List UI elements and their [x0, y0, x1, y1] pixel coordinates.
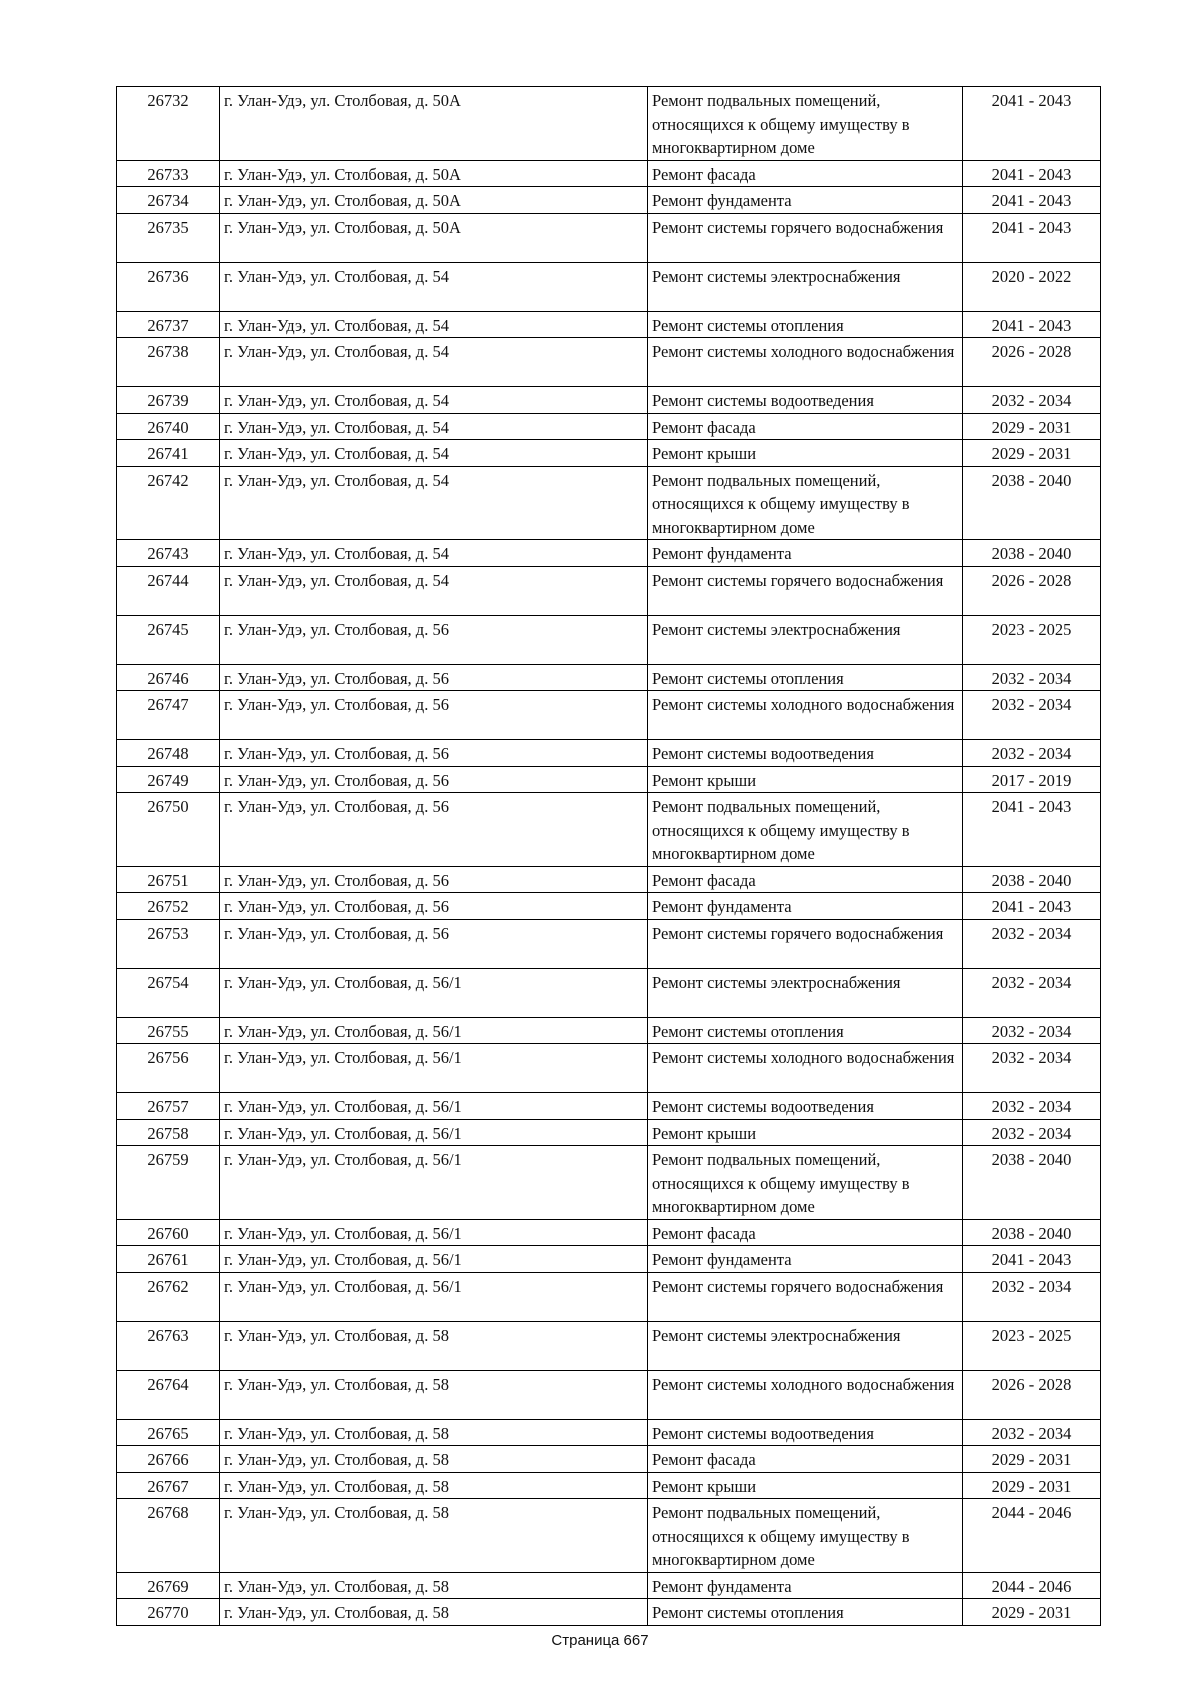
address-cell: г. Улан-Удэ, ул. Столбовая, д. 56/1 [220, 1044, 648, 1093]
work-type-cell: Ремонт системы электроснабжения [648, 615, 963, 664]
table-row [117, 1321, 1101, 1370]
table-row [117, 1146, 1101, 1220]
work-type-cell: Ремонт подвальных помещений, относящихся к общему имуществу в многоквартирном доме [648, 87, 963, 161]
row-id-cell: 26748 [117, 740, 220, 767]
period-cell: 2041 - 2043 [963, 1246, 1101, 1273]
work-type-cell: Ремонт системы водоотведения [648, 1419, 963, 1446]
address-cell: г. Улан-Удэ, ул. Столбовая, д. 58 [220, 1499, 648, 1573]
row-id-cell: 26755 [117, 1017, 220, 1044]
period-cell: 2032 - 2034 [963, 1419, 1101, 1446]
address-cell: г. Улан-Удэ, ул. Столбовая, д. 50А [220, 213, 648, 262]
row-id-cell: 26740 [117, 413, 220, 440]
work-type-cell: Ремонт системы горячего водоснабжения [648, 919, 963, 968]
work-type-cell: Ремонт подвальных помещений, относящихся к общему имуществу в многоквартирном доме [648, 1499, 963, 1573]
work-type-cell: Ремонт системы электроснабжения [648, 968, 963, 1017]
table-row [117, 1119, 1101, 1146]
address-cell: г. Улан-Удэ, ул. Столбовая, д. 58 [220, 1370, 648, 1419]
address-cell: г. Улан-Удэ, ул. Столбовая, д. 56 [220, 766, 648, 793]
address-cell: г. Улан-Удэ, ул. Столбовая, д. 56/1 [220, 968, 648, 1017]
work-type-cell: Ремонт крыши [648, 1472, 963, 1499]
row-id-cell: 26753 [117, 919, 220, 968]
work-type-cell: Ремонт фасада [648, 413, 963, 440]
row-id-cell: 26735 [117, 213, 220, 262]
work-type-cell: Ремонт фундамента [648, 540, 963, 567]
address-cell: г. Улан-Удэ, ул. Столбовая, д. 54 [220, 338, 648, 387]
work-type-cell: Ремонт системы горячего водоснабжения [648, 213, 963, 262]
period-cell: 2032 - 2034 [963, 1044, 1101, 1093]
address-cell: г. Улан-Удэ, ул. Столбовая, д. 50А [220, 187, 648, 214]
period-cell: 2044 - 2046 [963, 1499, 1101, 1573]
table-row [117, 615, 1101, 664]
row-id-cell: 26766 [117, 1446, 220, 1473]
period-cell: 2038 - 2040 [963, 466, 1101, 540]
table-row [117, 87, 1101, 161]
work-type-cell: Ремонт системы холодного водоснабжения [648, 338, 963, 387]
row-id-cell: 26737 [117, 311, 220, 338]
table-row [117, 160, 1101, 187]
work-type-cell: Ремонт фундамента [648, 1572, 963, 1599]
table-row [117, 793, 1101, 867]
address-cell: г. Улан-Удэ, ул. Столбовая, д. 56 [220, 866, 648, 893]
row-id-cell: 26754 [117, 968, 220, 1017]
work-type-cell: Ремонт системы холодного водоснабжения [648, 1370, 963, 1419]
address-cell: г. Улан-Удэ, ул. Столбовая, д. 58 [220, 1419, 648, 1446]
row-id-cell: 26756 [117, 1044, 220, 1093]
address-cell: г. Улан-Удэ, ул. Столбовая, д. 54 [220, 440, 648, 467]
row-id-cell: 26747 [117, 691, 220, 740]
table-row [117, 1370, 1101, 1419]
address-cell: г. Улан-Удэ, ул. Столбовая, д. 56 [220, 893, 648, 920]
table-row [117, 1017, 1101, 1044]
work-type-cell: Ремонт системы электроснабжения [648, 1321, 963, 1370]
table-row [117, 1419, 1101, 1446]
period-cell: 2026 - 2028 [963, 1370, 1101, 1419]
period-cell: 2026 - 2028 [963, 566, 1101, 615]
work-type-cell: Ремонт системы отопления [648, 1017, 963, 1044]
address-cell: г. Улан-Удэ, ул. Столбовая, д. 54 [220, 540, 648, 567]
period-cell: 2029 - 2031 [963, 1599, 1101, 1626]
table-body [117, 87, 1101, 1626]
work-type-cell: Ремонт системы водоотведения [648, 387, 963, 414]
address-cell: г. Улан-Удэ, ул. Столбовая, д. 54 [220, 466, 648, 540]
table-row [117, 413, 1101, 440]
row-id-cell: 26769 [117, 1572, 220, 1599]
period-cell: 2029 - 2031 [963, 413, 1101, 440]
row-id-cell: 26761 [117, 1246, 220, 1273]
row-id-cell: 26770 [117, 1599, 220, 1626]
table-row [117, 866, 1101, 893]
work-type-cell: Ремонт системы отопления [648, 1599, 963, 1626]
period-cell: 2032 - 2034 [963, 664, 1101, 691]
period-cell: 2044 - 2046 [963, 1572, 1101, 1599]
table-row [117, 766, 1101, 793]
work-type-cell: Ремонт системы электроснабжения [648, 262, 963, 311]
period-cell: 2023 - 2025 [963, 615, 1101, 664]
table-row [117, 1093, 1101, 1120]
table-row [117, 566, 1101, 615]
row-id-cell: 26765 [117, 1419, 220, 1446]
page-number: Страница 667 [551, 1632, 649, 1649]
work-type-cell: Ремонт крыши [648, 1119, 963, 1146]
period-cell: 2032 - 2034 [963, 691, 1101, 740]
address-cell: г. Улан-Удэ, ул. Столбовая, д. 54 [220, 566, 648, 615]
period-cell: 2041 - 2043 [963, 160, 1101, 187]
work-type-cell: Ремонт фундамента [648, 893, 963, 920]
row-id-cell: 26739 [117, 387, 220, 414]
period-cell: 2041 - 2043 [963, 187, 1101, 214]
period-cell: 2032 - 2034 [963, 1119, 1101, 1146]
address-cell: г. Улан-Удэ, ул. Столбовая, д. 56/1 [220, 1246, 648, 1273]
row-id-cell: 26733 [117, 160, 220, 187]
period-cell: 2038 - 2040 [963, 866, 1101, 893]
period-cell: 2041 - 2043 [963, 87, 1101, 161]
row-id-cell: 26738 [117, 338, 220, 387]
table-row [117, 1044, 1101, 1093]
period-cell: 2029 - 2031 [963, 1446, 1101, 1473]
table-row [117, 1446, 1101, 1473]
table-row [117, 893, 1101, 920]
row-id-cell: 26767 [117, 1472, 220, 1499]
period-cell: 2041 - 2043 [963, 213, 1101, 262]
work-type-cell: Ремонт подвальных помещений, относящихся к общему имуществу в многоквартирном доме [648, 1146, 963, 1220]
address-cell: г. Улан-Удэ, ул. Столбовая, д. 56 [220, 793, 648, 867]
work-type-cell: Ремонт фасада [648, 1446, 963, 1473]
work-type-cell: Ремонт системы отопления [648, 664, 963, 691]
address-cell: г. Улан-Удэ, ул. Столбовая, д. 58 [220, 1572, 648, 1599]
table-row [117, 262, 1101, 311]
period-cell: 2017 - 2019 [963, 766, 1101, 793]
row-id-cell: 26760 [117, 1219, 220, 1246]
table-row [117, 1599, 1101, 1626]
period-cell: 2023 - 2025 [963, 1321, 1101, 1370]
address-cell: г. Улан-Удэ, ул. Столбовая, д. 54 [220, 413, 648, 440]
row-id-cell: 26757 [117, 1093, 220, 1120]
address-cell: г. Улан-Удэ, ул. Столбовая, д. 56/1 [220, 1219, 648, 1246]
table-row [117, 1499, 1101, 1573]
table-row [117, 664, 1101, 691]
table-row [117, 691, 1101, 740]
work-type-cell: Ремонт фасада [648, 1219, 963, 1246]
table-row [117, 968, 1101, 1017]
row-id-cell: 26745 [117, 615, 220, 664]
table-row [117, 540, 1101, 567]
row-id-cell: 26764 [117, 1370, 220, 1419]
row-id-cell: 26762 [117, 1272, 220, 1321]
row-id-cell: 26743 [117, 540, 220, 567]
table-row [117, 338, 1101, 387]
period-cell: 2038 - 2040 [963, 1146, 1101, 1220]
address-cell: г. Улан-Удэ, ул. Столбовая, д. 56/1 [220, 1272, 648, 1321]
work-type-cell: Ремонт фасада [648, 160, 963, 187]
table-row [117, 1572, 1101, 1599]
period-cell: 2032 - 2034 [963, 968, 1101, 1017]
work-type-cell: Ремонт системы водоотведения [648, 1093, 963, 1120]
period-cell: 2041 - 2043 [963, 893, 1101, 920]
address-cell: г. Улан-Удэ, ул. Столбовая, д. 56 [220, 664, 648, 691]
work-type-cell: Ремонт фундамента [648, 1246, 963, 1273]
work-type-cell: Ремонт фундамента [648, 187, 963, 214]
period-cell: 2029 - 2031 [963, 440, 1101, 467]
table-row [117, 311, 1101, 338]
row-id-cell: 26742 [117, 466, 220, 540]
row-id-cell: 26746 [117, 664, 220, 691]
period-cell: 2038 - 2040 [963, 1219, 1101, 1246]
work-type-cell: Ремонт подвальных помещений, относящихся к общему имуществу в многоквартирном доме [648, 466, 963, 540]
period-cell: 2032 - 2034 [963, 740, 1101, 767]
address-cell: г. Улан-Удэ, ул. Столбовая, д. 58 [220, 1321, 648, 1370]
address-cell: г. Улан-Удэ, ул. Столбовая, д. 50А [220, 160, 648, 187]
period-cell: 2029 - 2031 [963, 1472, 1101, 1499]
period-cell: 2038 - 2040 [963, 540, 1101, 567]
period-cell: 2026 - 2028 [963, 338, 1101, 387]
work-type-cell: Ремонт крыши [648, 766, 963, 793]
table-row [117, 387, 1101, 414]
address-cell: г. Улан-Удэ, ул. Столбовая, д. 54 [220, 311, 648, 338]
address-cell: г. Улан-Удэ, ул. Столбовая, д. 58 [220, 1472, 648, 1499]
row-id-cell: 26744 [117, 566, 220, 615]
work-type-cell: Ремонт подвальных помещений, относящихся к общему имуществу в многоквартирном доме [648, 793, 963, 867]
row-id-cell: 26741 [117, 440, 220, 467]
address-cell: г. Улан-Удэ, ул. Столбовая, д. 56 [220, 691, 648, 740]
repair-schedule-table [116, 86, 1101, 1626]
work-type-cell: Ремонт системы горячего водоснабжения [648, 566, 963, 615]
row-id-cell: 26759 [117, 1146, 220, 1220]
address-cell: г. Улан-Удэ, ул. Столбовая, д. 54 [220, 262, 648, 311]
table-row [117, 1219, 1101, 1246]
table-row [117, 213, 1101, 262]
address-cell: г. Улан-Удэ, ул. Столбовая, д. 56 [220, 740, 648, 767]
period-cell: 2041 - 2043 [963, 311, 1101, 338]
address-cell: г. Улан-Удэ, ул. Столбовая, д. 50А [220, 87, 648, 161]
work-type-cell: Ремонт фасада [648, 866, 963, 893]
row-id-cell: 26749 [117, 766, 220, 793]
work-type-cell: Ремонт крыши [648, 440, 963, 467]
table-row [117, 1472, 1101, 1499]
address-cell: г. Улан-Удэ, ул. Столбовая, д. 58 [220, 1599, 648, 1626]
address-cell: г. Улан-Удэ, ул. Столбовая, д. 56/1 [220, 1017, 648, 1044]
row-id-cell: 26752 [117, 893, 220, 920]
row-id-cell: 26734 [117, 187, 220, 214]
work-type-cell: Ремонт системы холодного водоснабжения [648, 691, 963, 740]
table-row [117, 740, 1101, 767]
work-type-cell: Ремонт системы отопления [648, 311, 963, 338]
table-row [117, 1246, 1101, 1273]
period-cell: 2020 - 2022 [963, 262, 1101, 311]
table-row [117, 466, 1101, 540]
period-cell: 2032 - 2034 [963, 1272, 1101, 1321]
address-cell: г. Улан-Удэ, ул. Столбовая, д. 56 [220, 919, 648, 968]
row-id-cell: 26732 [117, 87, 220, 161]
period-cell: 2032 - 2034 [963, 1017, 1101, 1044]
row-id-cell: 26750 [117, 793, 220, 867]
table-row [117, 919, 1101, 968]
table-row [117, 187, 1101, 214]
row-id-cell: 26768 [117, 1499, 220, 1573]
address-cell: г. Улан-Удэ, ул. Столбовая, д. 56/1 [220, 1093, 648, 1120]
row-id-cell: 26763 [117, 1321, 220, 1370]
row-id-cell: 26751 [117, 866, 220, 893]
work-type-cell: Ремонт системы холодного водоснабжения [648, 1044, 963, 1093]
period-cell: 2032 - 2034 [963, 387, 1101, 414]
work-type-cell: Ремонт системы горячего водоснабжения [648, 1272, 963, 1321]
address-cell: г. Улан-Удэ, ул. Столбовая, д. 56 [220, 615, 648, 664]
work-type-cell: Ремонт системы водоотведения [648, 740, 963, 767]
address-cell: г. Улан-Удэ, ул. Столбовая, д. 56/1 [220, 1146, 648, 1220]
period-cell: 2032 - 2034 [963, 919, 1101, 968]
table-row [117, 1272, 1101, 1321]
row-id-cell: 26758 [117, 1119, 220, 1146]
address-cell: г. Улан-Удэ, ул. Столбовая, д. 58 [220, 1446, 648, 1473]
period-cell: 2041 - 2043 [963, 793, 1101, 867]
table-row [117, 440, 1101, 467]
row-id-cell: 26736 [117, 262, 220, 311]
period-cell: 2032 - 2034 [963, 1093, 1101, 1120]
address-cell: г. Улан-Удэ, ул. Столбовая, д. 54 [220, 387, 648, 414]
address-cell: г. Улан-Удэ, ул. Столбовая, д. 56/1 [220, 1119, 648, 1146]
